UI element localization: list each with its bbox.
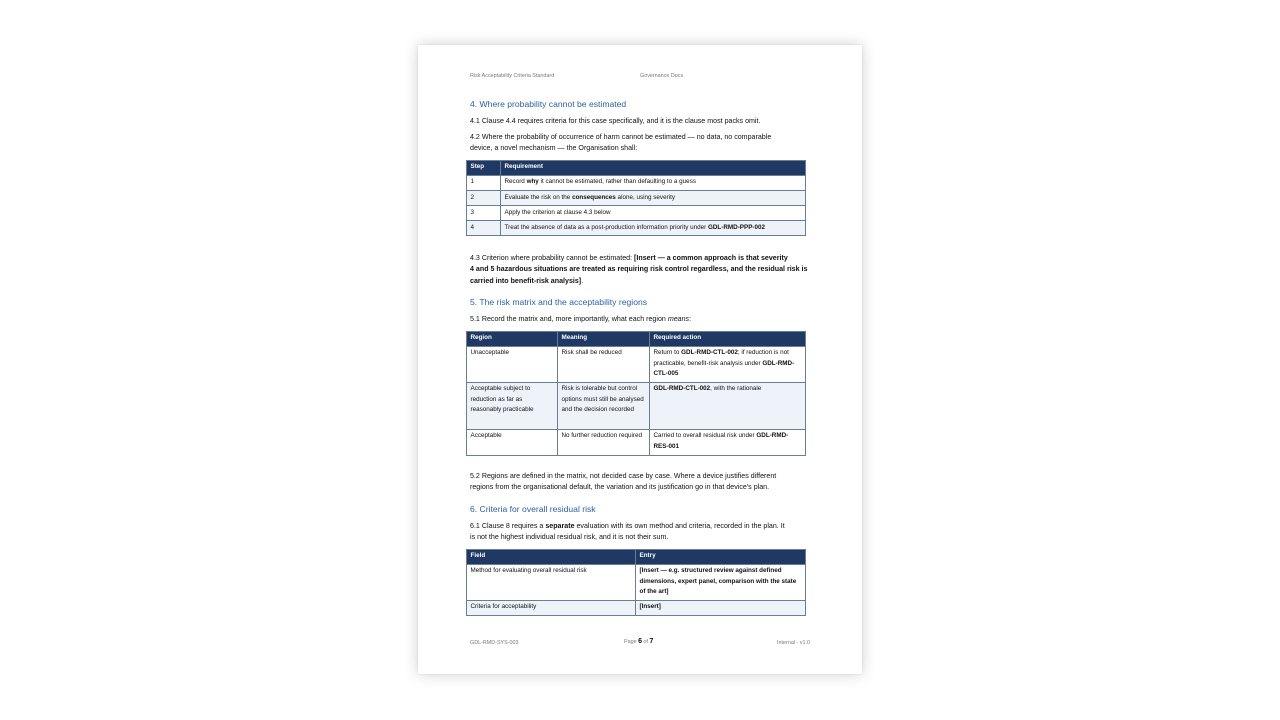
paragraph-4-3: 4.3 Criterion where probability cannot be estimated: [Insert — a common approach is that severity 4 and 5 hazardous situations are treated as requiring risk control regardless, and the residual risk is carried into benefit-risk analysis]. [470, 254, 808, 285]
footer-classification: Internal - v1.0 [777, 640, 810, 646]
step-requirement: Treat the absence of data as a post-production information priority under GDL-RMD-PPP-002 [501, 221, 806, 236]
paragraph-4-2 [470, 132, 771, 155]
table-row [467, 191, 806, 206]
step-requirement: Record why it cannot be estimated, rather than defaulting to a guess [501, 176, 806, 191]
step-number: 4 [467, 221, 501, 236]
footer-page-number: Page 6 of 7 [624, 638, 654, 645]
meaning-cell: No further reduction required [558, 430, 650, 456]
meaning-cell: Risk is tolerable but control options must still be analysed and the decision recorded [558, 383, 650, 430]
region-cell: Unacceptable [467, 347, 558, 383]
field-cell: Method for evaluating overall residual risk [467, 565, 636, 601]
footer-doc-id: GDL-RMD-SYS-003 [470, 640, 519, 646]
table-header-step: Step [467, 161, 501, 176]
region-cell: Acceptable [467, 430, 558, 456]
section-5-heading: 5. The risk matrix and the acceptability regions [470, 297, 648, 307]
table-header-field: Field [467, 550, 636, 565]
step-requirement: Apply the criterion at clause 4.3 below [501, 206, 806, 221]
paragraph-5-2: 5.2 Regions are defined in the matrix, not decided case by case. Where a device justifies different regions from the organisational default, the variation and its justification go in that device's plan. [470, 472, 777, 492]
entry-cell: [Insert] [636, 601, 806, 616]
table-row [467, 176, 806, 191]
meaning-cell: Risk shall be reduced [558, 347, 650, 383]
table-row [467, 347, 806, 383]
paragraph-4-2-line: device, a novel mechanism — the Organisation shall: [470, 144, 638, 153]
entry-cell: [Insert — e.g. structured review against defined dimensions, expert panel, comparison with the state of the art] [636, 565, 806, 601]
table-header-region: Region [467, 332, 558, 347]
table-header-required-action: Required action [650, 332, 806, 347]
paragraph-6-1: 6.1 Clause 8 requires a separate evaluation with its own method and criteria, recorded in the plan. It is not the highest individual residual risk, and it is not their sum. [470, 522, 785, 542]
section-6-heading: 6. Criteria for overall residual risk [470, 504, 596, 514]
action-cell: Carried to overall residual risk under GDL-RMD-RES-001 [650, 430, 806, 456]
header-org: Governance Docs [640, 73, 684, 79]
table-row [467, 601, 806, 616]
paragraph-5-1: 5.1 Record the matrix and, more importantly, what each region means: [470, 315, 692, 323]
action-cell: GDL-RMD-CTL-002, with the rationale [650, 383, 806, 430]
step-requirement: Evaluate the risk on the consequences alone, using severity [501, 191, 806, 206]
region-cell: Acceptable subject to reduction as far as reasonably practicable [467, 383, 558, 430]
step-number: 1 [467, 176, 501, 191]
paragraph-4-1: 4.1 Clause 4.4 requires criteria for this case specifically, and it is the clause most packs omit. [470, 117, 761, 125]
field-cell: Criteria for acceptability [467, 601, 636, 616]
residual-risk-table [466, 549, 806, 616]
action-cell: Return to GDL-RMD-CTL-002; if reduction is not practicable, benefit-risk analysis under GDL-RMD-CTL-005 [650, 347, 806, 383]
table-row [467, 565, 806, 601]
section-4-heading: 4. Where probability cannot be estimated [470, 99, 627, 109]
table-row [467, 206, 806, 221]
table-header-requirement: Requirement [501, 161, 806, 176]
table-row [467, 430, 806, 456]
table-header-entry: Entry [636, 550, 806, 565]
regions-table [466, 331, 806, 456]
table-header-meaning: Meaning [558, 332, 650, 347]
header-title: Risk Acceptability Criteria Standard [470, 73, 555, 79]
steps-table [466, 160, 806, 236]
step-number: 2 [467, 191, 501, 206]
paragraph-4-2-line: 4.2 Where the probability of occurrence of harm cannot be estimated — no data, no comparable [470, 133, 772, 141]
table-row [467, 383, 806, 430]
document-page [418, 45, 862, 674]
table-row [467, 221, 806, 236]
step-number: 3 [467, 206, 501, 221]
